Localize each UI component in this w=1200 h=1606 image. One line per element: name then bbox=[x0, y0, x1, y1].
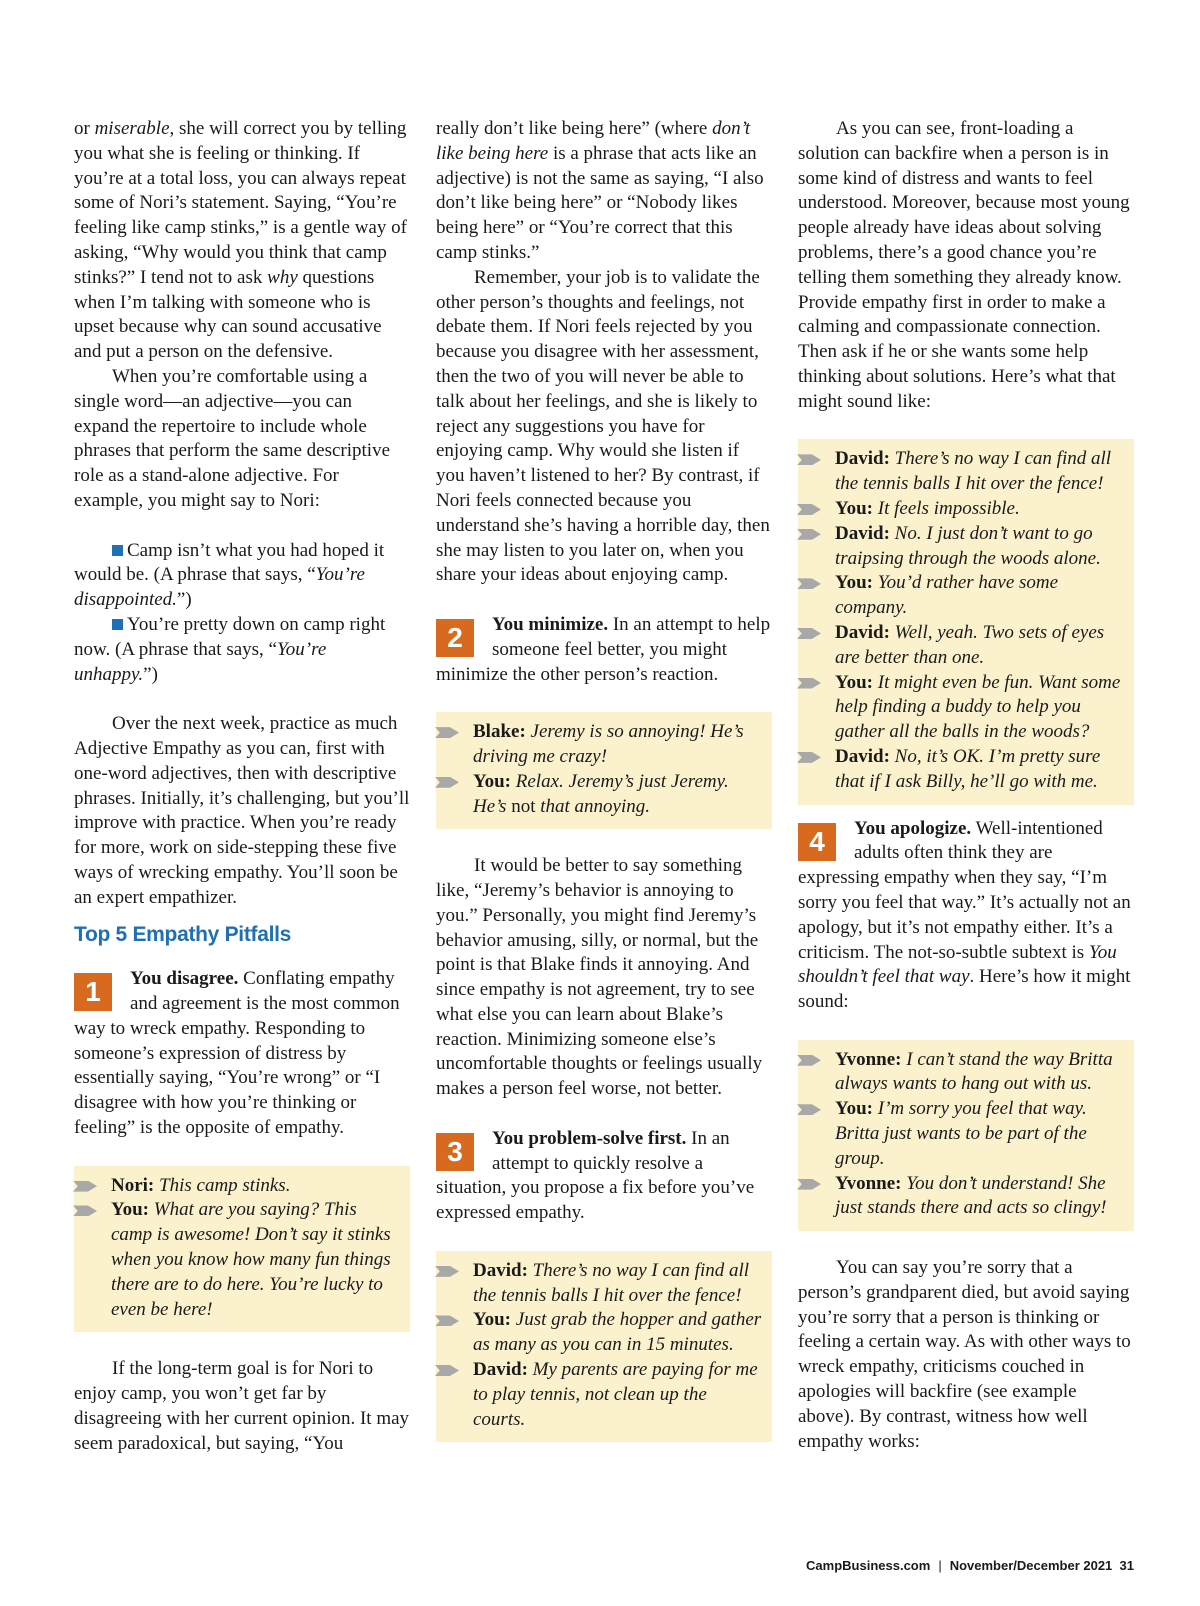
arrow-icon bbox=[73, 1181, 97, 1192]
footer-site: CampBusiness.com bbox=[806, 1558, 931, 1573]
dialog-line: David: Well, yeah. Two sets of eyes are better than one. bbox=[835, 621, 1124, 671]
arrow-icon bbox=[797, 454, 821, 465]
paragraph: It would be better to say something like, “Jeremy’s behavior is annoying to you.” Personally, you might find Jeremy’s behavior amusing, silly, or normal, but the point is that Blake finds it annoying. And since empathy is not agreement, try to see what else you can learn about Blake’s reaction. Minimizing someone else’s uncomfortable thoughts or feelings usually makes a person feel worse, not better. bbox=[436, 855, 763, 1100]
dialog-box bbox=[436, 1251, 772, 1443]
arrow-icon bbox=[435, 727, 459, 738]
footer-separator: | bbox=[938, 1558, 942, 1573]
column-3 bbox=[798, 117, 1134, 1454]
paragraph: Remember, your job is to validate the other person’s thoughts and feelings, not debate them. If Nori feels rejected by you because you disagree with her assessment, then the two of you will never be able to talk about her feelings, and she is likely to reject any suggestions you have for enjoying camp. Why would she listen if you haven’t listened to her? By contrast, if Nori feels connected because you understand she’s having a horrible day, then she may listen to you later on, when you share your ideas about enjoying camp. bbox=[436, 266, 770, 586]
dialog-line: David: There’s no way I can find all the tennis balls I hit over the fence! bbox=[835, 447, 1124, 497]
paragraph: You can say you’re sorry that a person’s grandparent died, but avoid saying you’re sorry that a person is thinking or feeling a certain way. As with other ways to wreck empathy, criticisms couched in apologies will backfire (see example above). By contrast, witness how well empathy works: bbox=[798, 1257, 1131, 1452]
dialog-line: Blake: Jeremy is so annoying! He’s driving me crazy! bbox=[473, 720, 762, 770]
bullet-square-icon bbox=[112, 619, 123, 630]
arrow-icon bbox=[435, 777, 459, 788]
arrow-icon bbox=[797, 752, 821, 763]
bullet-square-icon bbox=[112, 545, 123, 556]
pitfall-1: 1 You disagree. Conflating empathy and agreement is the most common way to wreck empathy. Responding to someone’s expression of distress by essentially saying, “You’re wrong” or “I disagree with how you’re thinking or feeling” is the opposite of empathy. bbox=[74, 968, 400, 1139]
pitfall-2: 2 You minimize. In an attempt to help someone feel better, you might minimize the other person’s reaction. bbox=[436, 613, 771, 685]
paragraph: really don’t like being here” (where don’t like being here is a phrase that acts like an adjective) is not the same as saying, “I also don’t like being here” or “Nobody likes being here” or “You’re correct that this camp stinks.” bbox=[436, 118, 764, 263]
column-1 bbox=[74, 117, 410, 1456]
dialog-line: You: It feels impossible. bbox=[835, 497, 1124, 522]
dialog-line: David: No, it’s OK. I’m pretty sure that if I ask Billy, he’ll go with me. bbox=[835, 745, 1124, 795]
pitfall-number: 4 bbox=[798, 823, 836, 861]
arrow-icon bbox=[797, 529, 821, 540]
dialog-line: Yvonne: You don’t understand! She just stands there and acts so clingy! bbox=[835, 1172, 1124, 1222]
column-2 bbox=[436, 117, 772, 1442]
dialog-line: You: Relax. Jeremy’s just Jeremy. He’s not that annoying. bbox=[473, 770, 762, 820]
paragraph: or miserable, she will correct you by telling you what she is feeling or thinking. If you’re at a total loss, you can always repeat some of Nori’s statement. Saying, “You’re feeling like camp stinks,” is a gentle way of asking, “Why would you think that camp stinks?” I tend not to ask why questions when I’m talking with someone who is upset because why can sound accusative and put a person on the defensive. bbox=[74, 118, 407, 363]
section-title: Top 5 Empathy Pitfalls bbox=[74, 922, 292, 946]
pitfall-number: 2 bbox=[436, 619, 474, 657]
dialog-box bbox=[798, 439, 1134, 804]
dialog-line: You: Just grab the hopper and gather as many as you can in 15 minutes. bbox=[473, 1308, 762, 1358]
bullet-item: You’re pretty down on camp right now. (A phrase that says, “You’re unhappy.”) bbox=[74, 613, 386, 685]
footer-issue: November/December 2021 bbox=[949, 1558, 1113, 1573]
dialog-line: You: What are you saying? This camp is awesome! Don’t say it stinks when you know how many fun things there are to do here. You’re lucky to even be here! bbox=[111, 1198, 400, 1322]
arrow-icon bbox=[797, 1179, 821, 1190]
page-number: 31 bbox=[1119, 1558, 1134, 1573]
dialog-line: David: There’s no way I can find all the tennis balls I hit over the fence! bbox=[473, 1259, 762, 1309]
dialog-line: David: No. I just don’t want to go traipsing through the woods alone. bbox=[835, 522, 1124, 572]
pitfall-4: 4 You apologize. Well-intentioned adults often think they are expressing empathy when they say, “I’m sorry you feel that way.” It’s actually not an apology, but it’s not empathy either. It’s a criticism. The not-so-subtle subtext is You shouldn’t feel that way. Here’s how it might sound: bbox=[798, 817, 1131, 1013]
arrow-icon bbox=[797, 578, 821, 589]
arrow-icon bbox=[797, 628, 821, 639]
pitfall-number: 3 bbox=[436, 1133, 474, 1171]
arrow-icon bbox=[73, 1205, 97, 1216]
dialog-line: You: It might even be fun. Want some help finding a buddy to help you gather all the balls in the woods? bbox=[835, 671, 1124, 745]
dialog-line: Yvonne: I can’t stand the way Britta always wants to hang out with us. bbox=[835, 1048, 1124, 1098]
arrow-icon bbox=[435, 1365, 459, 1376]
arrow-icon bbox=[797, 1104, 821, 1115]
paragraph: As you can see, front-loading a solution can backfire when a person is in some kind of distress and wants to feel understood. Moreover, because most young people already have ideas about solving problems, there’s a good chance you’re telling them something they already know. Provide empathy first in order to make a calming and compassionate connection. Then ask if he or she wants some help thinking about solutions. Here’s what that might sound like: bbox=[798, 118, 1130, 412]
dialog-box bbox=[798, 1040, 1134, 1232]
pitfall-3: 3 You problem-solve first. In an attempt to quickly resolve a situation, you propose a fix before you’ve expressed empathy. bbox=[436, 1127, 755, 1224]
page-footer bbox=[806, 1558, 1134, 1573]
arrow-icon bbox=[797, 1055, 821, 1066]
arrow-icon bbox=[797, 504, 821, 515]
dialog-line: You: I’m sorry you feel that way. Britta just wants to be part of the group. bbox=[835, 1097, 1124, 1171]
pitfall-number: 1 bbox=[74, 973, 112, 1011]
dialog-box bbox=[74, 1166, 410, 1333]
dialog-line: You: You’d rather have some company. bbox=[835, 571, 1124, 621]
dialog-box bbox=[436, 712, 772, 829]
arrow-icon bbox=[435, 1266, 459, 1277]
paragraph: When you’re comfortable using a single word—an adjective—you can expand the repertoire to include whole phrases that perform the same descriptive role as a stand-alone adjective. For example, you might say to Nori: bbox=[74, 365, 391, 511]
arrow-icon bbox=[435, 1315, 459, 1326]
paragraph: Over the next week, practice as much Adjective Empathy as you can, first with one-word adjectives, then with descriptive phrases. Initially, it’s challenging, but you’ll improve with practice. When you’re ready for more, work on side-stepping these five ways of wrecking empathy. You’ll soon be an expert empathizer. bbox=[74, 713, 410, 908]
paragraph: If the long-term goal is for Nori to enjoy camp, you won’t get far by disagreeing with her current opinion. It may seem paradoxical, but saying, “You bbox=[74, 1358, 410, 1454]
bullet-item: Camp isn’t what you had hoped it would be. (A phrase that says, “You’re disappointed.”) bbox=[74, 539, 385, 611]
dialog-line: Nori: This camp stinks. bbox=[111, 1174, 400, 1199]
arrow-icon bbox=[797, 678, 821, 689]
dialog-line: David: My parents are paying for me to play tennis, not clean up the courts. bbox=[473, 1358, 762, 1432]
